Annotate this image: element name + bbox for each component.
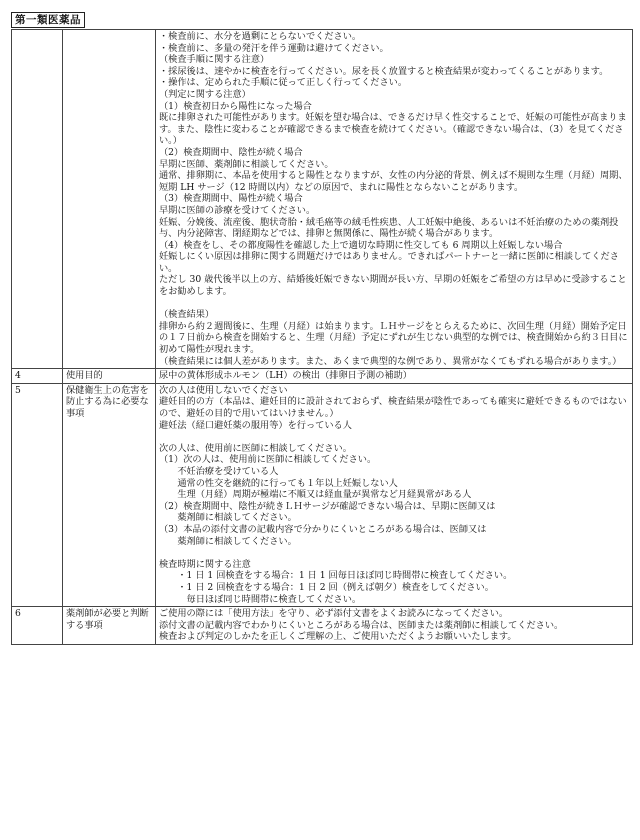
row-number — [12, 30, 63, 369]
row-text-safety: 次の人は使用しないでください 避妊目的の方（本品は、避妊目的に設計されておらず、検査結果が陰性であっても確実に避妊できるものではないので、避妊の目的で用いてはいけません。） 避妊法（経口避妊薬の服用等）を行っている人 次の人は、使用前に医師に相談してください。 （1）次の人は、使用前に医師に相談してください。 不妊治療を受けている人 通常の性交を継続的に行っても１年以上妊娠しない人 生理（月経）周期が極端に不順又は経血量が異常など月経異常がある人 （2）検査期間中、陰性が続きＬＨサージが確認できない場合は、早期に医師又は 薬剤師に相談してください。 （3）本品の添付文書の記載内容で分かりにくいところがある場合は、医師又は 薬剤師に相談してください。 検査時期に関する注意 ・1 日 1 回検査をする場合：1 日 1 回毎日ほぼ同じ時間帯に検査してください。 ・1 日 2 回検査をする場合：1 日 2 回（例えば朝夕）検査をしてください。 毎日ほぼ同じ時間帯に検査してください。 — [156, 383, 633, 606]
row-number: 4 — [12, 369, 63, 384]
info-table — [11, 29, 633, 645]
document — [11, 8, 633, 645]
row-number: 5 — [12, 383, 63, 606]
row-label: 使用目的 — [63, 369, 156, 384]
row-label: 保健衛生上の危害を防止する為に必要な事項 — [63, 383, 156, 606]
row-text-pharmacist: ご使用の際には「使用方法」を守り、必ず添付文書をよくお読みになってください。 添付文書の記載内容でわかりにくいところがある場合は、医師または薬剤師に相談してください。 検査および判定のしかたを正しくご理解の上、ご使用いただくようお願いいたします。 — [156, 607, 633, 645]
table-row — [12, 369, 633, 384]
row-text-purpose: 尿中の黄体形成ホルモン（LH）の検出（排卵日予測の補助） — [156, 369, 633, 384]
row-label — [63, 30, 156, 369]
category-badge: 第一類医薬品 — [11, 12, 85, 28]
table-row — [12, 383, 633, 606]
row-text-precautions: ・検査前に、水分を過剰にとらないでください。 ・検査前に、多量の発汗を伴う運動は避けてください。 （検査手順に関する注意） ・採尿後は、速やかに検査を行ってください。尿を長く放置すると検査結果が変わってくることがあります。 ・操作は、定められた手順に従って正しく行ってください。 （判定に関する注意） （1）検査初日から陽性になった場合 既に排卵された可能性があります。妊娠を望む場合は、できるだけ早く性交することで、妊娠の可能性が高まります。また、陰性に変わることが確認できるまで検査を続けてください。（確認できない場合は、（3）を見てください。） （2）検査期間中、陰性が続く場合 早期に医師、薬剤師に相談してください。 通常、排卵期に、本品を使用すると陽性となりますが、女性の内分泌的背景、例えば不規則な生理（月経）周期、短期 LH サージ（12 時間以内）などの原因で、まれに陽性とならないことがあります。 （3）検査期間中、陽性が続く場合 早期に医師の診療を受けてください。 妊娠、分娩後、流産後、胞状奇胎・絨毛癌等の絨毛性疾患、人工妊娠中絶後、あるいは不妊治療のための薬剤投与、内分泌障害、閉経期などでは、排卵と無関係に、陽性が続く場合があります。 （4）検査をし、その都度陽性を確認した上で適切な時期に性交しても 6 周期以上妊娠しない場合 妊娠しにくい原因は排卵に関する問題だけではありません。できればパートナーと一緒に医師に相談してください。 ただし 30 歳代後半以上の方、結婚後妊娠できない期間が長い方、早期の妊娠をご希望の方は早めに受診することをお勧めします。 （検査結果） 排卵から約２週間後に、生理（月経）は始まります。ＬＨサージをとらえるために、次回生理（月経）開始予定日の１７日前から検査を開始すると、生理（月経）予定にずれが生じない典型的な例では、検査開始から約３日目に初めて陽性が現れます。 （検査結果には個人差があります。また、あくまで典型的な例であり、異常がなくてもずれる場合があります。） — [156, 30, 633, 369]
row-number: 6 — [12, 607, 63, 645]
table-row — [12, 607, 633, 645]
row-label: 薬剤師が必要と判断する事項 — [63, 607, 156, 645]
table-row — [12, 30, 633, 369]
